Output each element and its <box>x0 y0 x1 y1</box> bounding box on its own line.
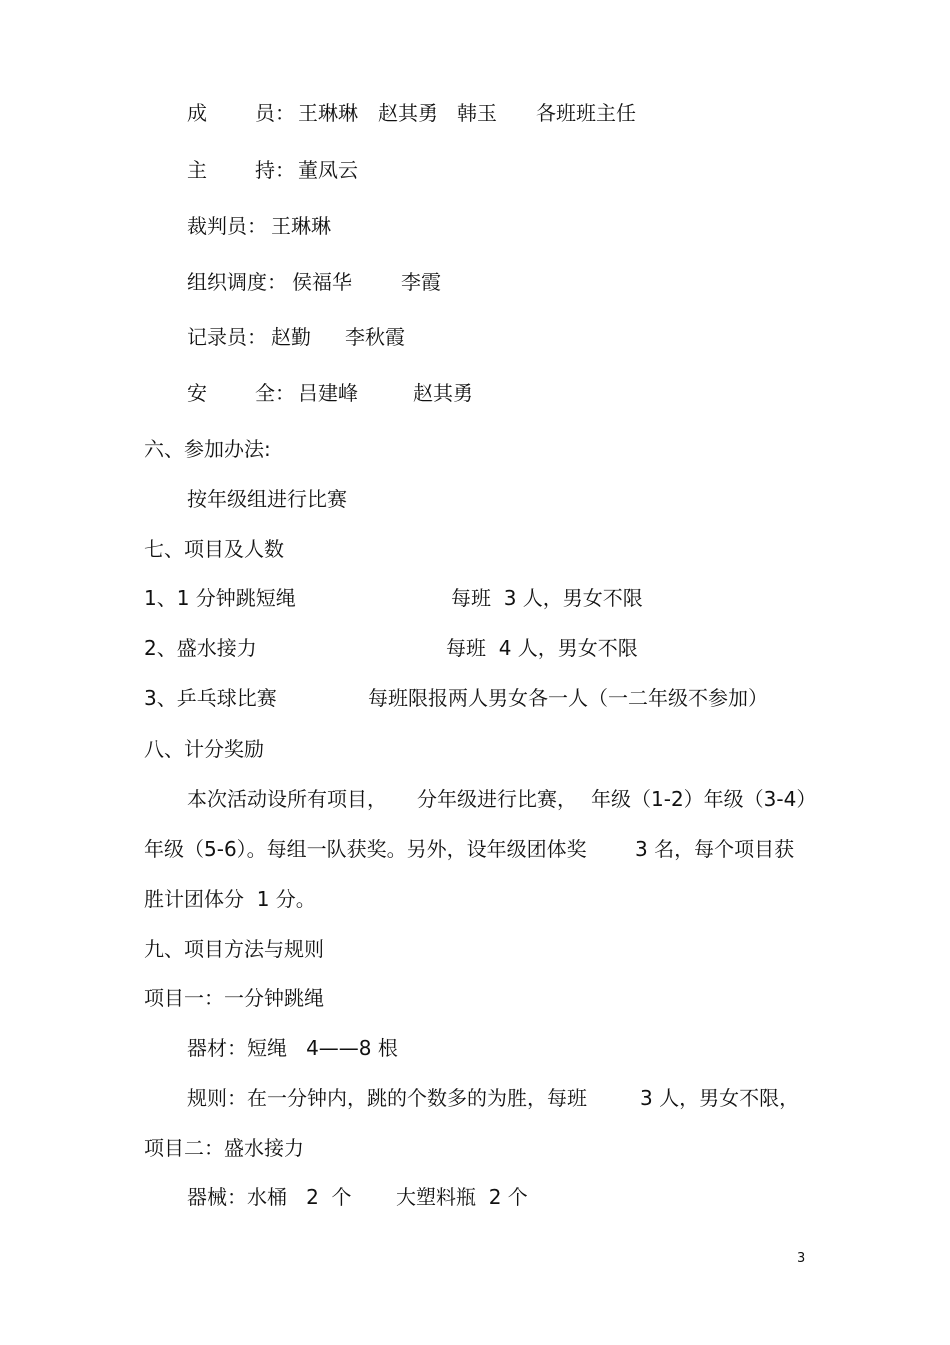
host-name: 董凤云 <box>298 158 358 182</box>
recorder-name: 李秋霞 <box>345 325 405 349</box>
safety-name: 赵其勇 <box>413 381 473 405</box>
referee-name: 王琳琳 <box>271 214 331 238</box>
award-paragraph-line-3: 胜计团体分 1 分。 <box>144 887 316 911</box>
member-name: 韩玉 <box>457 101 497 125</box>
award-text: 3 名，每个项目获 <box>635 837 795 861</box>
event-detail: 每班 4 人，男女不限 <box>446 636 638 660</box>
member-name: 赵其勇 <box>378 101 438 125</box>
project1-equipment: 器材：短绳 4——8 根 <box>187 1036 398 1060</box>
section8-heading: 八、计分奖励 <box>144 737 264 761</box>
rule-text: 规则：在一分钟内，跳的个数多的为胜，每班 <box>187 1086 587 1110</box>
section6-heading: 六、参加办法: <box>144 437 271 461</box>
member-name: 各班班主任 <box>536 101 636 125</box>
section9-heading: 九、项目方法与规则 <box>144 937 324 961</box>
award-text: 分年级进行比赛， <box>417 787 577 811</box>
members-label-1: 成 <box>187 101 207 125</box>
host-label-2: 持： <box>255 158 295 182</box>
award-text: 本次活动设所有项目， <box>187 787 387 811</box>
award-text: 年级（5-6）。每组一队获奖。另外，设年级团体奖 <box>144 837 587 861</box>
event-detail: 每班 3 人，男女不限 <box>451 586 643 610</box>
organizer-label: 组织调度： <box>187 270 287 294</box>
recorder-name: 赵勤 <box>271 325 311 349</box>
safety-name: 吕建峰 <box>298 381 358 405</box>
project1-title: 项目一：一分钟跳绳 <box>144 986 324 1010</box>
rule-text: 3 人，男女不限， <box>640 1086 800 1110</box>
member-name: 王琳琳 <box>298 101 358 125</box>
host-label-1: 主 <box>187 158 207 182</box>
equipment-text: 大塑料瓶 2 个 <box>396 1185 528 1209</box>
safety-label-1: 安 <box>187 381 207 405</box>
award-text: 年级（1-2）年级（3-4） <box>591 787 817 811</box>
members-label-2: 员： <box>255 101 295 125</box>
project2-equipment <box>187 1183 528 1295</box>
section6-text: 按年级组进行比赛 <box>187 487 347 511</box>
page-number: 3 <box>797 1251 806 1266</box>
project2-title: 项目二：盛水接力 <box>144 1136 304 1160</box>
safety-label-2: 全： <box>255 381 295 405</box>
event-detail: 每班限报两人男女各一人（一二年级不参加） <box>368 686 768 710</box>
referee-label: 裁判员： <box>187 214 267 238</box>
event-name: 3、乒乓球比赛 <box>144 686 277 710</box>
organizer-name: 侯福华 <box>292 270 352 294</box>
organizer-name: 李霞 <box>401 270 441 294</box>
event-name: 1、1 分钟跳短绳 <box>144 586 296 610</box>
recorder-label: 记录员： <box>187 325 267 349</box>
equipment-text: 器械：水桶 2 个 <box>187 1185 352 1209</box>
section7-heading: 七、项目及人数 <box>144 537 284 561</box>
event-name: 2、盛水接力 <box>144 636 257 660</box>
